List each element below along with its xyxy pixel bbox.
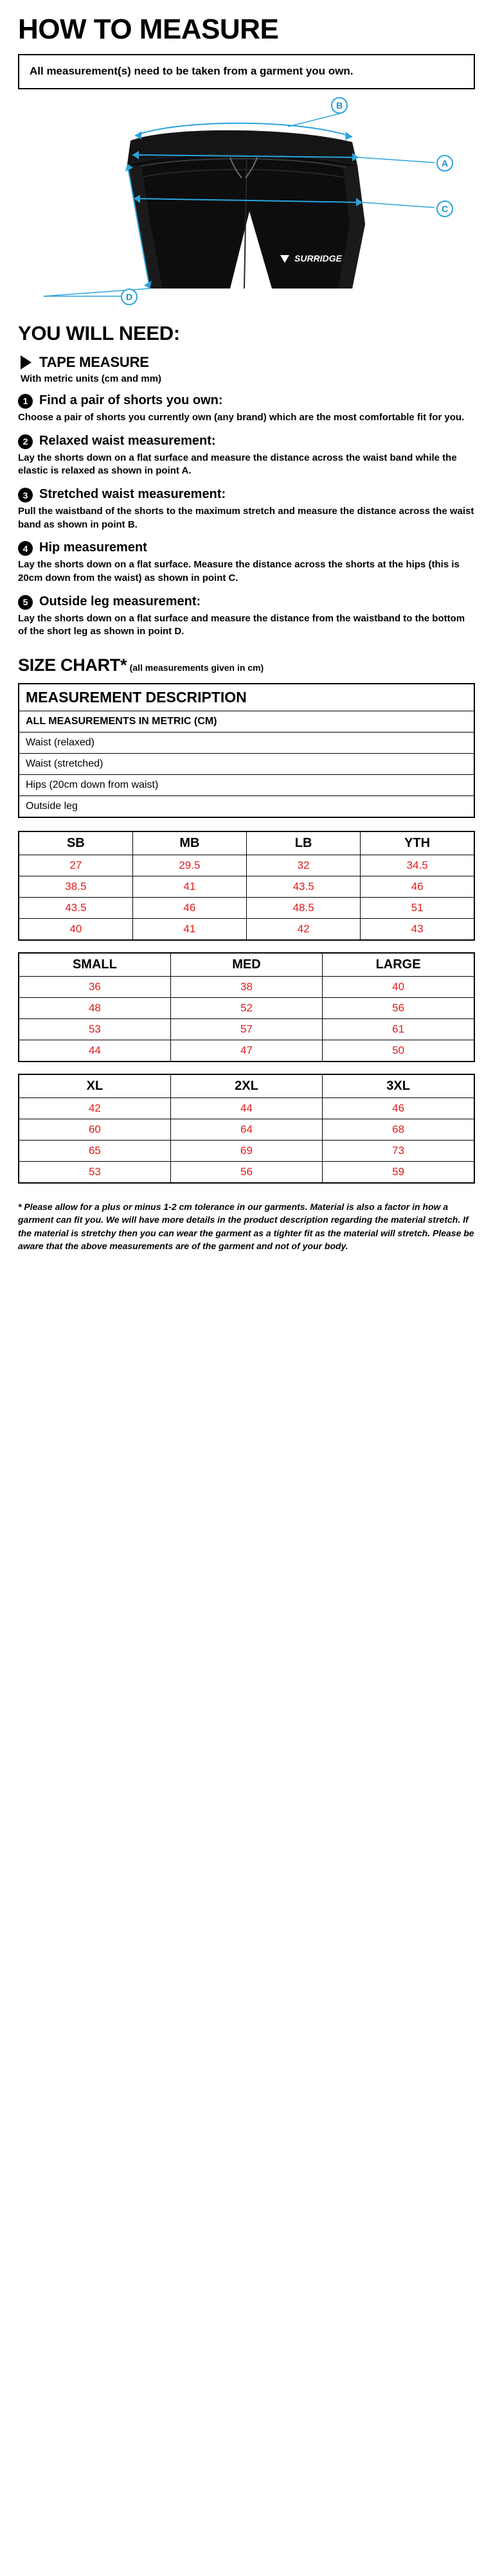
size-value: 46: [361, 876, 474, 898]
size-value: 61: [323, 1019, 474, 1040]
measurement-notice: All measurement(s) need to be taken from a garment you own.: [18, 54, 475, 89]
table-row: [19, 754, 474, 775]
size-value: 42: [247, 919, 361, 941]
step-title: Stretched waist measurement:: [39, 487, 226, 501]
step-number: 3: [18, 488, 33, 502]
description-header: MEASUREMENT DESCRIPTION: [19, 684, 474, 711]
description-cell: Waist (relaxed): [19, 733, 474, 754]
size-value: 60: [19, 1119, 170, 1141]
size-column-header: MB: [132, 831, 246, 855]
size-column-header: 2XL: [170, 1074, 322, 1098]
size-value: 57: [170, 1019, 322, 1040]
size-value: 47: [170, 1040, 322, 1062]
size-chart-title: SIZE CHART*: [18, 655, 127, 675]
shorts-illustration: [18, 96, 474, 308]
table-row: [19, 898, 474, 919]
table-header-row: [19, 953, 474, 977]
description-cell: Hips (20cm down from waist): [19, 775, 474, 796]
size-value: 43: [361, 919, 474, 941]
tape-measure-note: With metric units (cm and mm): [21, 373, 162, 384]
size-column-header: MED: [170, 953, 322, 977]
you-will-need-heading: YOU WILL NEED:: [18, 321, 180, 344]
table-row: [19, 998, 474, 1019]
size-value: 65: [19, 1141, 170, 1162]
size-table-adult: [18, 952, 475, 1062]
step-4: [18, 540, 475, 585]
tape-measure-label: TAPE MEASURE: [39, 353, 149, 370]
footnote: * Please allow for a plus or minus 1-2 cm tolerance in our garments. Material is also a factor in how a garment can fit you. We will have more details in the product description regarding the material stretch. If the material is stretchy then you can wear the garment as a tighter fit as the material will stretch. Please be aware that the above measurements are of the garment and not of your body.: [18, 1202, 474, 1252]
size-column-header: LB: [247, 831, 361, 855]
step-body: Pull the waistband of the shorts to the maximum stretch and measure the distance across the waist band as shown in point B.: [18, 506, 474, 530]
size-value: 46: [323, 1098, 474, 1119]
table-row: [19, 1162, 474, 1184]
step-body: Choose a pair of shorts you currently own (any brand) which are the most comfortable fit for you.: [18, 411, 465, 423]
size-value: 69: [170, 1141, 322, 1162]
size-value: 52: [170, 998, 322, 1019]
size-value: 40: [323, 977, 474, 998]
size-value: 29.5: [132, 855, 246, 876]
size-value: 42: [19, 1098, 170, 1119]
step-number: 1: [18, 394, 33, 409]
size-column-header: 3XL: [323, 1074, 474, 1098]
svg-text:SURRIDGE: SURRIDGE: [294, 253, 342, 263]
table-row: [19, 684, 474, 711]
size-value: 64: [170, 1119, 322, 1141]
step-body: Lay the shorts down on a flat surface and measure the distance across the waist band while the elastic is relaxed as shown in point A.: [18, 452, 457, 477]
diagram-label-c: C: [436, 200, 453, 217]
size-column-header: YTH: [361, 831, 474, 855]
step-number: 2: [18, 434, 33, 449]
size-value: 46: [132, 898, 246, 919]
table-row: [19, 1098, 474, 1119]
size-value: 44: [170, 1098, 322, 1119]
table-row: [19, 855, 474, 876]
size-value: 41: [132, 919, 246, 941]
size-table-extra-large: [18, 1074, 475, 1184]
step-2: [18, 434, 475, 478]
size-value: 40: [19, 919, 132, 941]
table-row: [19, 1141, 474, 1162]
size-value: 27: [19, 855, 132, 876]
description-cell: Outside leg: [26, 801, 78, 812]
size-value: 43.5: [19, 898, 132, 919]
table-row: [19, 796, 474, 818]
size-value: 36: [19, 977, 170, 998]
size-value: 56: [170, 1162, 322, 1184]
size-value: 32: [247, 855, 361, 876]
play-triangle-icon: [21, 355, 31, 369]
size-chart-note: (all measurements given in cm): [129, 662, 264, 673]
size-value: 59: [323, 1162, 474, 1184]
size-value: 41: [132, 876, 246, 898]
table-row: [19, 733, 474, 754]
description-cell: Waist (stretched): [19, 754, 474, 775]
size-value: 43.5: [247, 876, 361, 898]
table-header-row: [19, 1074, 474, 1098]
size-value: 50: [323, 1040, 474, 1062]
diagram-label-b: B: [331, 97, 348, 114]
size-value: 34.5: [361, 855, 474, 876]
table-row: [19, 977, 474, 998]
table-row: [19, 711, 474, 733]
step-number: 4: [18, 541, 33, 556]
step-1: [18, 393, 475, 425]
step-3: [18, 487, 475, 531]
table-row: [19, 1019, 474, 1040]
size-column-header: SMALL: [19, 953, 170, 977]
size-value: 73: [323, 1141, 474, 1162]
step-title: Find a pair of shorts you own:: [39, 393, 223, 407]
size-column-header: XL: [19, 1074, 170, 1098]
step-body: Lay the shorts down on a flat surface and measure the distance from the waistband to the bottom of the short leg as shown in point D.: [18, 612, 465, 637]
shorts-measurement-diagram: [18, 96, 474, 308]
step-title: Relaxed waist measurement:: [39, 433, 216, 448]
how-to-measure-page: [0, 0, 493, 1272]
diagram-label-a: A: [436, 155, 453, 172]
table-row: [19, 1040, 474, 1062]
size-value: 53: [19, 1162, 170, 1184]
size-column-header: LARGE: [323, 953, 474, 977]
size-column-header: SB: [19, 831, 132, 855]
tape-measure-row: [21, 354, 475, 371]
size-value: 38: [170, 977, 322, 998]
step-title: Outside leg measurement:: [39, 594, 201, 608]
step-body: Lay the shorts down on a flat surface. Measure the distance across the shorts at the hips (this is 20cm down from the waist) as shown in point C.: [18, 559, 460, 584]
page-title: HOW TO MEASURE: [18, 13, 279, 45]
table-row: [19, 1119, 474, 1141]
size-value: 68: [323, 1119, 474, 1141]
size-value: 44: [19, 1040, 170, 1062]
table-row: [19, 919, 474, 941]
size-value: 38.5: [19, 876, 132, 898]
step-number: 5: [18, 595, 33, 610]
size-value: 53: [19, 1019, 170, 1040]
size-table-junior: [18, 831, 475, 941]
table-row: [19, 775, 474, 796]
size-value: 51: [361, 898, 474, 919]
diagram-label-d: D: [121, 289, 138, 305]
step-title: Hip measurement: [39, 540, 147, 555]
table-header-row: [19, 831, 474, 855]
size-chart-heading: [18, 655, 475, 675]
measurement-description-table: [18, 683, 475, 818]
size-value: 48: [19, 998, 170, 1019]
description-subheader: ALL MEASUREMENTS IN METRIC (CM): [19, 711, 474, 733]
size-value: 56: [323, 998, 474, 1019]
step-5: [18, 594, 475, 639]
size-value: 48.5: [247, 898, 361, 919]
table-row: [19, 876, 474, 898]
